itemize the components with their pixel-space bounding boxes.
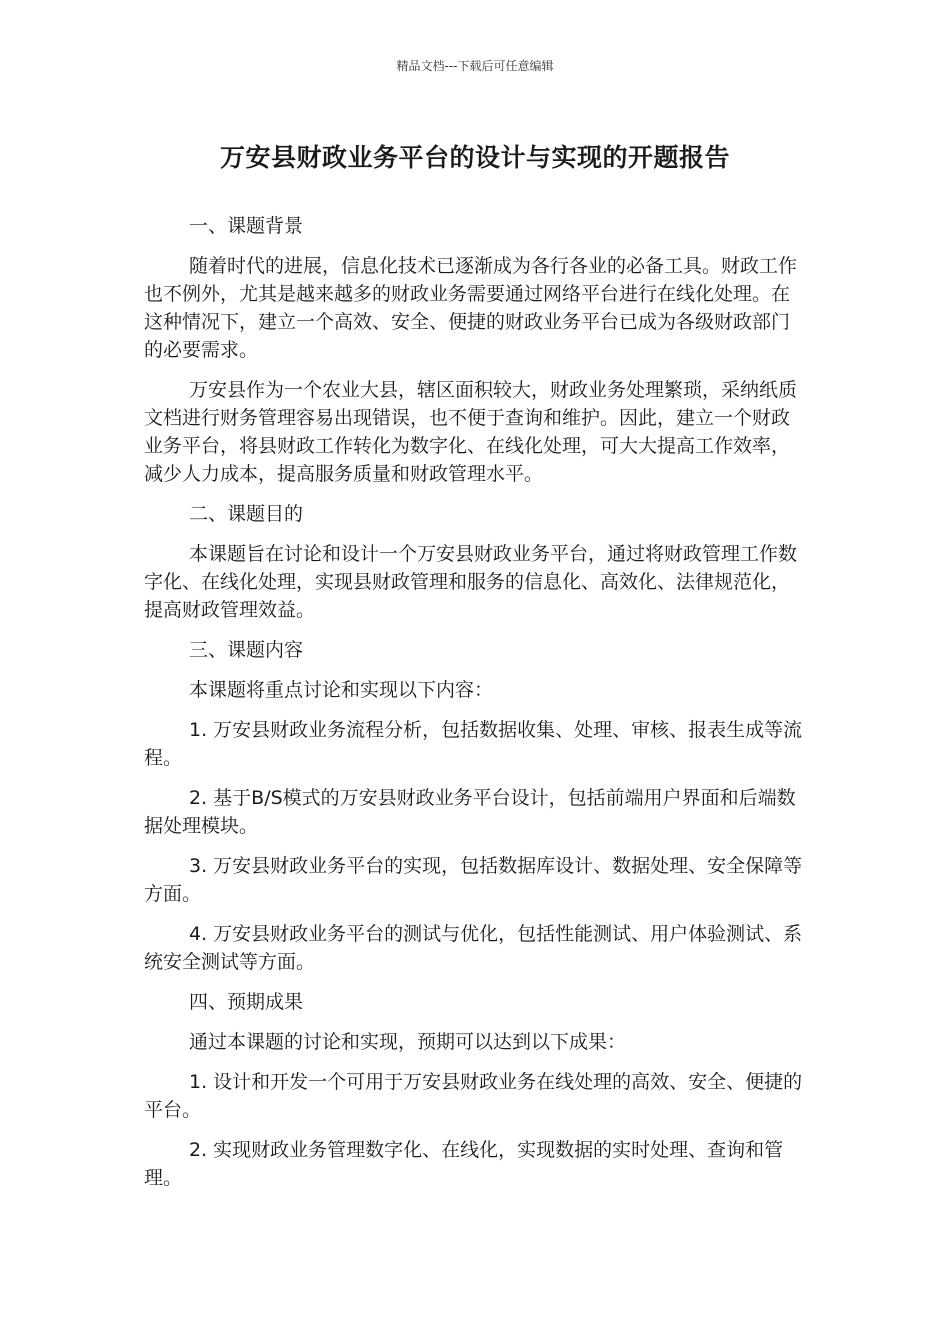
section-heading-expected-results: 四、预期成果 <box>189 991 304 1013</box>
section-heading-purpose: 二、课题目的 <box>189 503 304 525</box>
page-header: 精品文档---下载后可任意编辑 <box>396 59 554 73</box>
section-heading-background: 一、课题背景 <box>189 215 304 237</box>
list-item: 1. 万安县财政业务流程分析，包括数据收集、处理、审核、报表生成等流程。 <box>144 719 803 769</box>
section-heading-content: 三、课题内容 <box>189 639 304 661</box>
document-title: 万安县财政业务平台的设计与实现的开题报告 <box>219 143 730 172</box>
list-item: 2. 基于B/S模式的万安县财政业务平台设计，包括前端用户界面和后端数据处理模块。 <box>144 787 796 837</box>
paragraph: 通过本课题的讨论和实现，预期可以达到以下成果： <box>189 1031 627 1053</box>
list-item: 1. 设计和开发一个可用于万安县财政业务在线处理的高效、安全、便捷的平台。 <box>144 1071 803 1121</box>
list-item: 4. 万安县财政业务平台的测试与优化，包括性能测试、用户体验测试、系统安全测试等方面。 <box>144 923 803 973</box>
paragraph: 本课题旨在讨论和设计一个万安县财政业务平台，通过将财政管理工作数字化、在线化处理，实现县财政管理和服务的信息化、高效化、法律规范化，提高财政管理效益。 <box>144 543 798 621</box>
document-body <box>144 212 804 1204</box>
paragraph: 万安县作为一个农业大县，辖区面积较大，财政业务处理繁琐，采纳纸质文档进行财务管理容易出现错误，也不便于查询和维护。因此，建立一个财政业务平台，将县财政工作转化为数字化、在线化处理，可大大提高工作效率，减少人力成本，提高服务质量和财政管理水平。 <box>144 379 798 485</box>
paragraph: 本课题将重点讨论和实现以下内容： <box>189 679 494 701</box>
list-item: 2. 实现财政业务管理数字化、在线化，实现数据的实时处理、查询和管理。 <box>144 1139 784 1189</box>
paragraph: 随着时代的进展，信息化技术已逐渐成为各行各业的必备工具。财政工作也不例外，尤其是越来越多的财政业务需要通过网络平台进行在线化处理。在这种情况下，建立一个高效、安全、便捷的财政业务平台已成为各级财政部门的必要需求。 <box>144 255 798 361</box>
list-item: 3. 万安县财政业务平台的实现，包括数据库设计、数据处理、安全保障等方面。 <box>144 855 803 905</box>
